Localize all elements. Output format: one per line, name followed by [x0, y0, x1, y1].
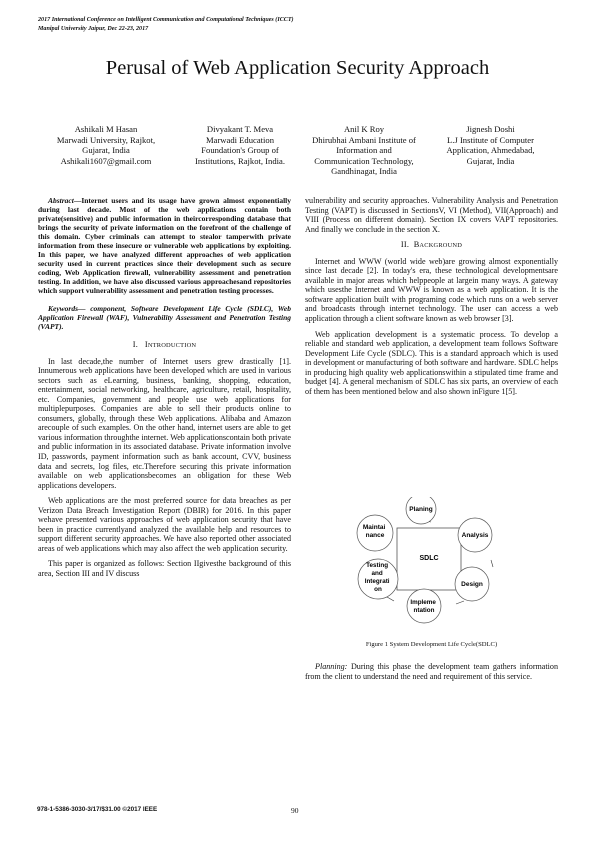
- node-design-label: Design: [461, 581, 483, 588]
- planning-label: Planning:: [315, 662, 348, 671]
- author-block-3: [300, 124, 428, 177]
- abstract-label: Abstract: [48, 196, 74, 205]
- figure-caption: Figure 1 System Development Life Cycle(SDLC): [365, 641, 498, 648]
- cycle-arrow: [456, 601, 464, 604]
- author-line: Dhirubhai Ambani Institute of: [312, 134, 416, 145]
- author-line: Institutions, Rajkot, India.: [195, 155, 285, 166]
- paragraph: This paper is organized as follows: Section IIgivesthe background of this area, Section III and IV discuss: [38, 559, 291, 579]
- paragraph: Web applications are the most preferred source for data breaches as per Verizon Data Breach Investigation Report (DBIR) for 2016. In this paper wehave presented various approaches of web application security that have been in practice currentlyand analyzed the available help and resources to support different security approaches. We have also reported other associated areas of web applications which may also affect the web application security.: [38, 496, 291, 553]
- keywords-text: — component, Software Development Life Cycle (SDLC), Web Application Firewall (WAF), Vulnerability Assessment and Penetration Testing (VAPT).: [38, 304, 291, 331]
- sdlc-center-label: SDLC: [419, 555, 439, 562]
- author-line: L.J Institute of Computer: [447, 134, 534, 145]
- author-line: Gujarat, India: [82, 145, 130, 155]
- node-text-line: Testing: [366, 562, 389, 569]
- node-text-line: nance: [365, 532, 385, 539]
- conference-header: [38, 16, 294, 34]
- conference-venue: Manipal University Jaipur, Dec 22-23, 2017: [38, 26, 149, 32]
- node-text-line: Impleme: [410, 599, 436, 606]
- author-line: Jignesh Doshi: [466, 124, 515, 134]
- section-heading-background: II. BACKGROUND: [400, 240, 463, 250]
- node-text-line: on: [374, 586, 382, 593]
- author-block-4: [428, 124, 553, 166]
- author-line: Communication Technology,: [314, 155, 414, 166]
- author-email: Ashikali1607@gmail.com: [60, 155, 152, 166]
- node-implementation-label: [410, 599, 437, 614]
- author-block-1: [42, 124, 170, 166]
- author-line: Marwadi Education: [205, 134, 274, 145]
- author-line: Gandhinagat, India: [331, 166, 397, 176]
- node-text-line: ntation: [413, 607, 435, 614]
- left-column: [38, 196, 291, 585]
- paragraph: vulnerability and security approaches. Vulnerability Analysis and Penetration Testing (VAPT) is discussed in SectionsV, VI (Method), VII(Approach) and VIII (Process on different domain). Section IX covers VAPT repositories. And finally we conclude in the section X.: [305, 196, 558, 234]
- paper-title: Perusal of Web Application Security Approach: [105, 57, 490, 79]
- planning-text: During this phase the development team gathers information from the client to understand the need and requirement of this service.: [305, 662, 558, 681]
- paragraph: [305, 662, 558, 681]
- author-line: Anil K Roy: [343, 124, 385, 134]
- author-line: Application, Ahmedabad,: [446, 145, 535, 155]
- node-planing-label: Planing: [409, 506, 433, 513]
- right-column: [305, 196, 558, 402]
- author-line: Ashikali M Hasan: [74, 124, 138, 134]
- author-line: Information and: [336, 145, 392, 155]
- author-line: Gujarat, India: [466, 155, 515, 166]
- paragraph: Web application development is a systematic process. To develop a reliable and standard web application, a development team follows Software Development Life Cycle (SDLC). This is a standard approach which is used in development or manufacturing of both software and hardware. SDLC helps in producing high quality web applicationswithin a stipulated time frame and budget [4]. A general mechanism of SDLC has six parts, an overview of each of them has been mentioned below and also shown inFigure 1[5].: [305, 329, 558, 396]
- node-implementation: [407, 589, 441, 623]
- node-analysis-label: Analysis: [461, 532, 489, 539]
- right-column-lower: [305, 662, 558, 687]
- node-text-line: Integrati: [364, 578, 390, 585]
- sdlc-diagram: [339, 497, 523, 624]
- copyright-footer: 978-1-5386-3030-3/17/$31.00 ©2017 IEEE: [37, 806, 158, 813]
- abstract-text: —Internet users and its usage have grown almost exponentially during last decade. Most of the web applications contain both private(sensitive) and public information in theircorresponding database that brings the security of private information on the forefront of the challenge of this domain. Cyber criminals can attempt to stealor tamperwith private information from these insecure or vulnerable web applications by exploiting. In this paper, we have analyzed different approaches of web application security used in current practices since their development such as secure coding, Web Application firewall, vulnerability assessment and penetration testing. In addition, we have also discussed various approachesand repositories which support vulnerability assessment and penetration testing processes.: [38, 196, 291, 295]
- cycle-arrow: [387, 597, 394, 601]
- paragraph: In last decade,the number of Internet users grew drastically [1]. Innumerous web applications have been developed which are used in various sectors such as eLearning, business, banking, shopping, education, entertainment, social networking, healthcare, agriculture, retail, hospitality, etc. Companies, government and people use web applications for multiplepurposes. Companies are able to sell their products online to consumers, globally, through these Web applications. Alibaba and Amazon arecouple of such examples. On the other hand, internet users are able to get various information throughthe internet. Web applicationscontain both private and public information in its associated database. Private information involve ID, passwords, payment information such as bank account, CVV, business data and secrets, log files, etc.Therefore securing this private information available on web applicationsbecomes an obligation for these Web applications developers.: [38, 356, 291, 490]
- paragraph: Internet and WWW (world wide web)are growing almost exponentially since last decade [2]. In today's era, these technological developmentsare available in major areas which helppeople at largein many ways. A gateway which usesthe Internet and WWW is known as a web application. It is the software application built with programing code which runs on a web server and broadcasts through internet technology. The user can access a web application through a client software known as web browser [3].: [305, 256, 558, 324]
- keywords-label: Keywords: [48, 304, 78, 313]
- section-heading-introduction: I. INTRODUCTION: [132, 340, 197, 349]
- author-line: Marwadi University, Rajkot,: [56, 134, 156, 145]
- author-block-2: [178, 124, 302, 166]
- author-line: Divyakant T. Meva: [206, 124, 274, 134]
- conference-name: 2017 International Conference on Intelligent Communication and Computational Techniques (ICCT): [38, 17, 294, 23]
- node-maintenance-label: [363, 524, 387, 539]
- page-number: 90: [291, 806, 299, 815]
- cycle-arrow: [491, 560, 493, 567]
- author-line: Foundation's Group of: [201, 145, 279, 155]
- node-text-line: Maintai: [362, 524, 386, 531]
- abstract: [38, 196, 291, 331]
- node-text-line: and: [371, 570, 383, 577]
